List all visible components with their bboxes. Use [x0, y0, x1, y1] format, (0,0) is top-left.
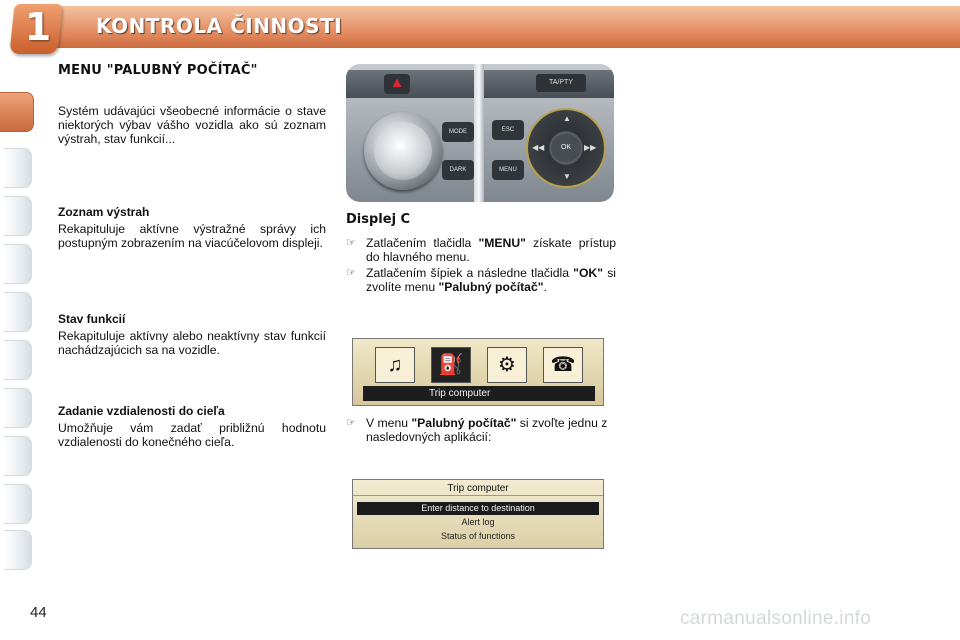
pointing-hand-icon: ☞ [346, 417, 356, 429]
menu-button: MENU [492, 160, 524, 180]
side-tab-4[interactable] [4, 244, 32, 284]
paragraph-status-functions: Rekapituluje aktívny alebo neaktívny stav funkcií nachádzajúcich sa na vozidle. [58, 329, 326, 358]
arrow-up-icon: ▲ [563, 114, 571, 123]
side-tab-5[interactable] [4, 292, 32, 332]
side-tab-7[interactable] [4, 388, 32, 428]
menu-item-alert-log: Alert log [461, 517, 495, 527]
esc-button: ESC [492, 120, 524, 140]
menu-item-status: Status of functions [440, 531, 516, 541]
arrow-right-icon: ▶▶ [584, 143, 597, 152]
control-panel-photo [346, 64, 614, 202]
side-tab-6[interactable] [4, 340, 32, 380]
side-tabs [0, 64, 34, 576]
bullet-ok: ☞ Zatlačením šípiek a následne tlačidla "OK" si zvolíte menu "Palubný počítač". [346, 266, 616, 294]
ta-pty-button: TA/PTY [536, 74, 586, 92]
pointing-hand-icon: ☞ [346, 237, 356, 249]
page-number: 44 [30, 604, 47, 621]
watermark: carmanualsonline.info [680, 608, 872, 629]
pointing-hand-icon: ☞ [346, 267, 356, 279]
phone-icon: ☎ [543, 347, 583, 383]
volume-knob-center [374, 122, 432, 180]
chapter-header [0, 0, 960, 56]
side-tab-9[interactable] [4, 484, 32, 524]
side-tab-1[interactable] [0, 92, 34, 132]
subheading-alert-log: Zoznam výstrah [58, 205, 150, 219]
arrow-down-icon: ▼ [563, 172, 571, 181]
subheading-distance: Zadanie vzdialenosti do cieľa [58, 404, 225, 418]
trip-computer-title: Trip computer [353, 482, 603, 496]
subheading-status-functions: Stav funkcií [58, 312, 126, 326]
menu-item-distance: Enter distance to destination [357, 502, 599, 515]
hazard-icon: ▲ [389, 74, 405, 91]
section-title: MENU "PALUBNÝ POČÍTAČ" [58, 63, 258, 78]
ok-button: OK [551, 134, 581, 162]
side-tab-3[interactable] [4, 196, 32, 236]
selected-menu-label: Trip computer [363, 386, 595, 401]
paragraph-alert-log: Rekapituluje aktívne výstražné správy ich postupným zobrazením na viacúčelovom displeji. [58, 222, 326, 251]
side-tab-8[interactable] [4, 436, 32, 476]
mode-button: MODE [442, 122, 474, 142]
arrow-left-icon: ◀◀ [532, 143, 545, 152]
display-trip-computer [352, 479, 604, 549]
display-c-title: Displej C [346, 212, 411, 227]
display-main-menu [352, 338, 604, 406]
chapter-title: KONTROLA ČINNOSTI [96, 14, 343, 38]
dark-button: DARK [442, 160, 474, 180]
bullet-applications: ☞ V menu "Palubný počítač" si zvoľte jednu z nasledovných aplikácií: [346, 416, 608, 444]
paragraph-distance: Umožňuje vám zadať približnú hodnotu vzdialenosti do konečného cieľa. [58, 421, 326, 450]
trip-computer-icon: ⛽ [431, 347, 471, 383]
side-tab-2[interactable] [4, 148, 32, 188]
settings-icon: ⚙ [487, 347, 527, 383]
intro-paragraph: Systém udávajúci všeobecné informácie o stave niektorých výbav vášho vozidla ako sú zoznam výstrah, stav funkcií... [58, 104, 326, 147]
side-tab-10[interactable] [4, 530, 32, 570]
cd-slot [474, 64, 484, 202]
chapter-number: 1 [24, 5, 52, 49]
audio-icon: ♫ [375, 347, 415, 383]
bullet-menu: ☞ Zatlačením tlačidla "MENU" získate prístup do hlavného menu. [346, 236, 616, 264]
